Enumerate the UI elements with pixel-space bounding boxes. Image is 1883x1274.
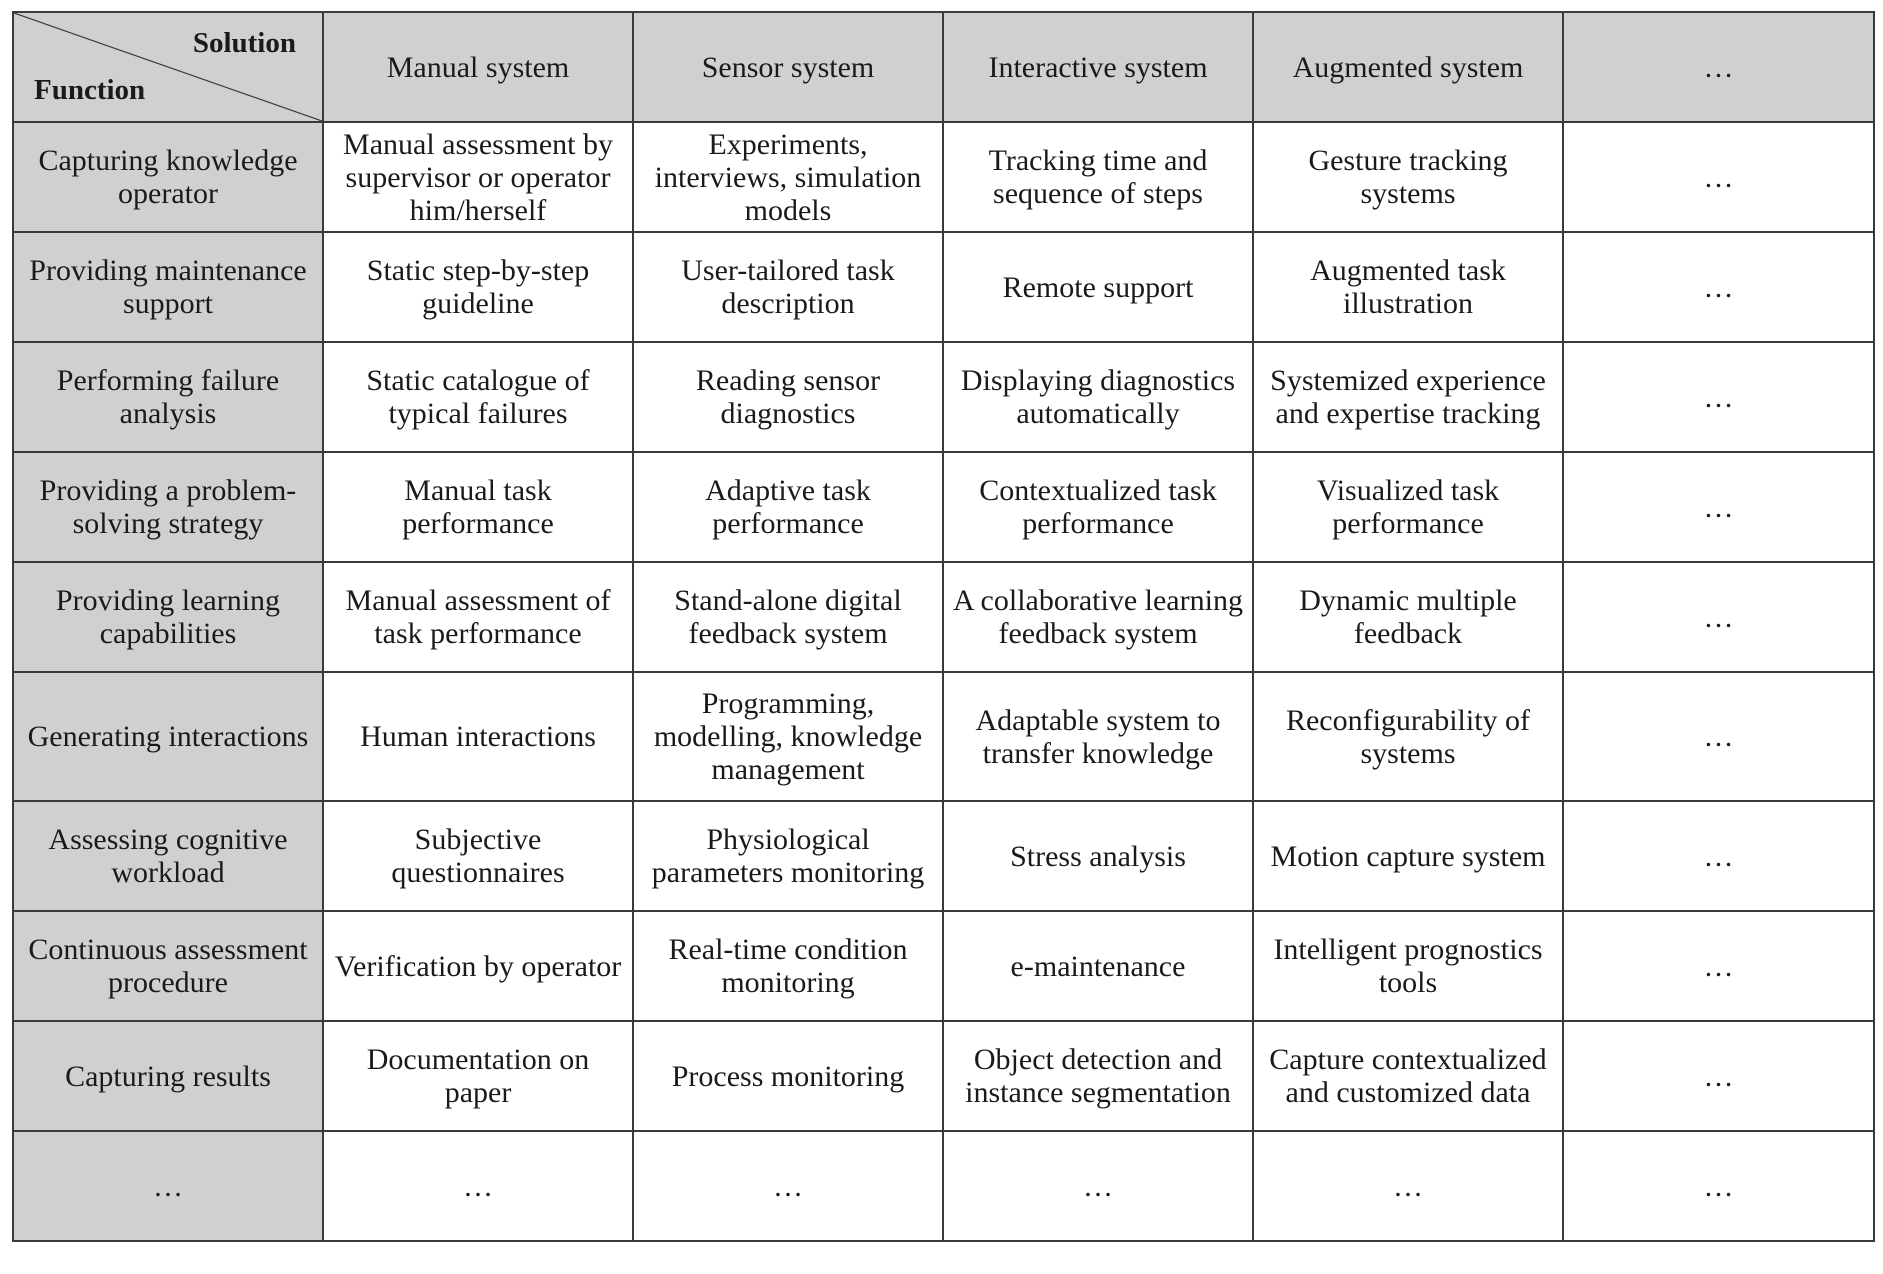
table-cell: … [1253,1131,1563,1241]
solution-axis-label: Solution [192,27,296,59]
table-cell: Contextualized task performance [943,452,1253,562]
table-cell: Human interactions [323,672,633,801]
table-row [13,1021,1874,1131]
table-row [13,122,1874,232]
row-header: Providing maintenance support [13,232,323,342]
table-row [13,911,1874,1021]
table-row [13,562,1874,672]
row-header: … [13,1131,323,1241]
table-cell: Reconfigurability of systems [1253,672,1563,801]
row-header: Assessing cognitive workload [13,801,323,911]
row-header: Providing a problem-solving strategy [13,452,323,562]
table-cell: Real-time condition monitoring [633,911,943,1021]
table-cell: … [1563,801,1874,911]
table-cell: Manual assessment of task performance [323,562,633,672]
table-cell: Systemized experience and expertise tracking [1253,342,1563,452]
table-cell: Documentation on paper [323,1021,633,1131]
table-cell: … [1563,911,1874,1021]
table-cell: e-maintenance [943,911,1253,1021]
table-row [13,452,1874,562]
table-cell: … [1563,452,1874,562]
table-cell: Displaying diagnostics automatically [943,342,1253,452]
corner-header-cell [13,12,323,122]
table-cell: Motion capture system [1253,801,1563,911]
table-cell: Remote support [943,232,1253,342]
table-cell: Process monitoring [633,1021,943,1131]
function-axis-label: Function [34,74,146,106]
table-cell: … [1563,1131,1874,1241]
morphological-matrix-table [12,11,1875,1242]
table-cell: … [1563,562,1874,672]
row-header: Providing learning capabilities [13,562,323,672]
table-row [13,232,1874,342]
row-header: Continuous assessment procedure [13,911,323,1021]
column-header-interactive-system: Interactive system [943,12,1253,122]
header-row [13,12,1874,122]
table-cell: Stand-alone digital feedback system [633,562,943,672]
table-cell: Stress analysis [943,801,1253,911]
table-cell: Augmented task illustration [1253,232,1563,342]
table-cell: Verification by operator [323,911,633,1021]
table-cell: Experiments, interviews, simulation models [633,122,943,232]
table-row [13,342,1874,452]
table-cell: … [1563,342,1874,452]
table-cell: Adaptable system to transfer knowledge [943,672,1253,801]
table-row [13,672,1874,801]
table-row [13,801,1874,911]
table-cell: … [943,1131,1253,1241]
column-header-augmented-system: Augmented system [1253,12,1563,122]
table-cell: … [633,1131,943,1241]
table-cell: Manual assessment by supervisor or operator him/herself [323,122,633,232]
table-cell: Reading sensor diagnostics [633,342,943,452]
table-cell: Tracking time and sequence of steps [943,122,1253,232]
table-cell: … [323,1131,633,1241]
table-cell: Gesture tracking systems [1253,122,1563,232]
table-cell: Intelligent prognostics tools [1253,911,1563,1021]
table-cell: A collaborative learning feedback system [943,562,1253,672]
table-cell: Visualized task performance [1253,452,1563,562]
table-cell: Object detection and instance segmentation [943,1021,1253,1131]
table-cell: … [1563,232,1874,342]
row-header: Performing failure analysis [13,342,323,452]
table-cell: … [1563,122,1874,232]
table-cell: Dynamic multiple feedback [1253,562,1563,672]
table-cell: Static step-by-step guideline [323,232,633,342]
table-row [13,1131,1874,1241]
table-cell: Adaptive task performance [633,452,943,562]
table-cell: … [1563,1021,1874,1131]
table-cell: Manual task performance [323,452,633,562]
table-cell: Physiological parameters monitoring [633,801,943,911]
table-cell: User-tailored task description [633,232,943,342]
column-header-ellipsis: … [1563,12,1874,122]
row-header: Capturing results [13,1021,323,1131]
column-header-manual-system: Manual system [323,12,633,122]
row-header: Capturing knowledge operator [13,122,323,232]
table-cell: Subjective questionnaires [323,801,633,911]
table-cell: … [1563,672,1874,801]
table-cell: Static catalogue of typical failures [323,342,633,452]
table-cell: Programming, modelling, knowledge management [633,672,943,801]
column-header-sensor-system: Sensor system [633,12,943,122]
row-header: Generating interactions [13,672,323,801]
table-cell: Capture contextualized and customized data [1253,1021,1563,1131]
